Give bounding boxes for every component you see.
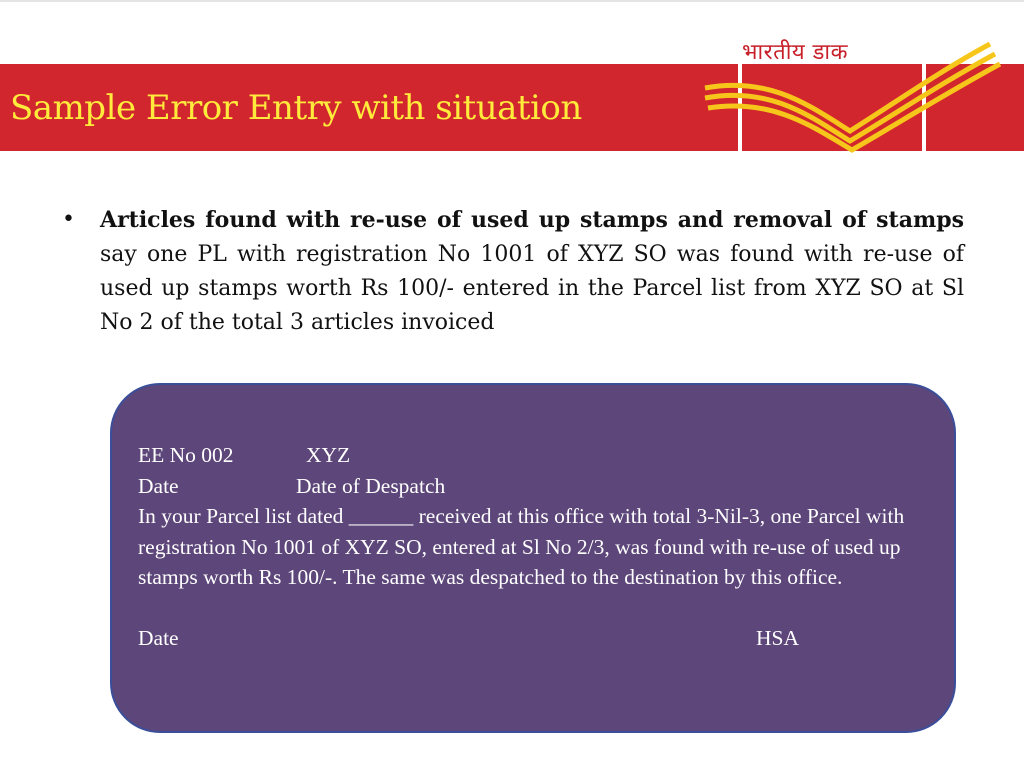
bullet-body: say one PL with registration No 1001 of XYZ SO was found with re-use of used up stamps worth Rs 100/- entered in the Parcel list from XYZ SO at Sl No 2 of the total 3 articles invoiced	[100, 242, 964, 335]
signature-row	[138, 623, 928, 654]
ee-number-label: EE No 002	[138, 443, 234, 467]
signature-role: HSA	[756, 625, 800, 650]
entry-body-text: In your Parcel list dated ______ received at this office with total 3-Nil-3, one Parcel with registration No 1001 of XYZ SO, entered at Sl No 2/3, was found with re-use of used up stamps worth Rs 100/-. The same was despatched to the destination by this office.	[138, 504, 905, 589]
top-rule	[0, 0, 1024, 2]
error-entry-content	[138, 440, 928, 654]
bullet-paragraph	[100, 203, 964, 340]
ee-office: XYZ	[306, 443, 351, 467]
ee-row	[138, 440, 928, 471]
logo-wordmark: भारतीय डाक	[742, 40, 849, 65]
date-row	[138, 471, 928, 502]
date-label: Date	[138, 473, 179, 498]
slide-title: Sample Error Entry with situation	[10, 88, 582, 128]
date-of-despatch: Date of Despatch	[296, 473, 446, 498]
bullet-marker: •	[62, 207, 75, 232]
bullet-heading: Articles found with re-use of used up stamps and removal of stamps	[100, 207, 964, 233]
signature-date: Date	[138, 625, 179, 650]
